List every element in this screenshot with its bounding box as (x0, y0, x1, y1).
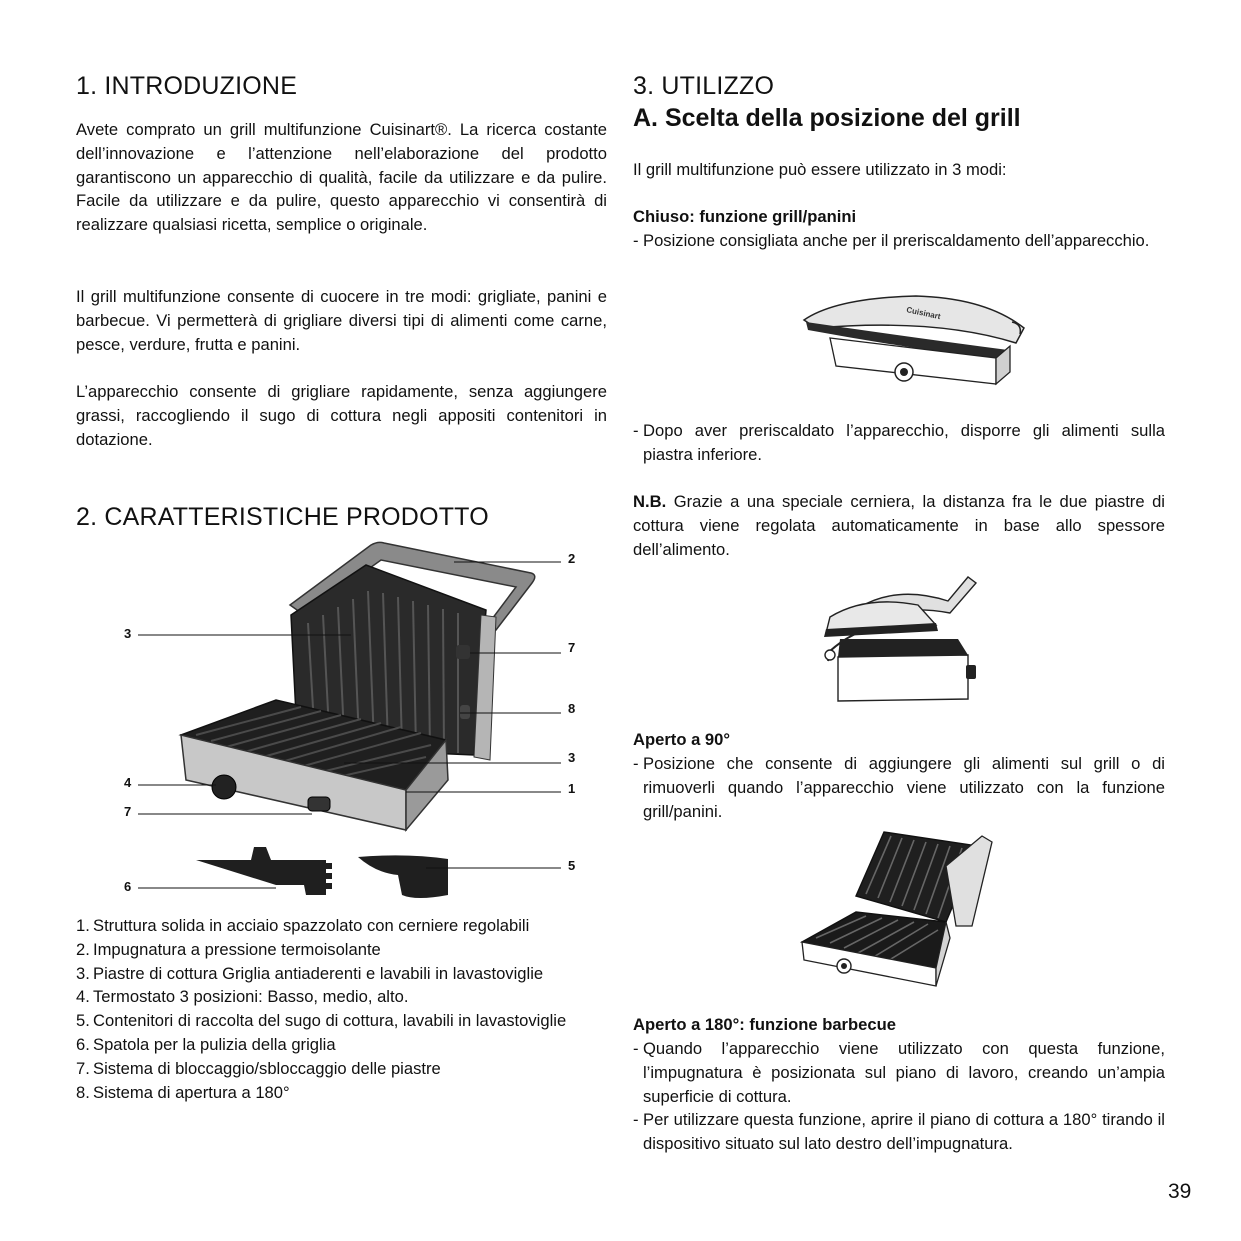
use-subheading: A. Scelta della posizione del grill (633, 104, 1021, 132)
callout-7-right: 7 (568, 640, 576, 655)
open180-item-2: - Per utilizzare questa funzione, aprire il piano di cottura a 180° tirando il dispositivo situato sul lato destro dell’impugnatura. (633, 1110, 1165, 1153)
drip-tray (358, 855, 448, 898)
features-heading: 2. CARATTERISTICHE PRODOTTO (76, 503, 489, 531)
feature-item: 6. Spatola per la pulizia della griglia (76, 1034, 336, 1054)
feature-item: 5. Contenitori di raccolta del sugo di cottura, lavabili in lavastoviglie (76, 1011, 567, 1031)
closed-item: - Posizione consigliata anche per il preriscaldamento dell’apparecchio. (633, 231, 1150, 250)
panini-grill-illustration (818, 565, 982, 703)
after-preheat-item: - Dopo aver preriscaldato l’apparecchio, disporre gli alimenti sulla piastra inferiore. (633, 421, 1165, 464)
open90-item: - Posizione che consente di aggiungere gli alimenti sul grill o di rimuoverli quando l’apparecchio viene utilizzato con la funzione grill/panini. (633, 754, 1165, 821)
callout-1: 1 (568, 781, 576, 796)
use-intro: Il grill multifunzione può essere utilizzato in 3 modi: (633, 160, 1007, 179)
feature-item: 7. Sistema di bloccaggio/sbloccaggio delle piastre (76, 1058, 441, 1078)
open180-item-1: - Quando l’apparecchio viene utilizzato con questa funzione, l’impugnatura è posizionata sul piano di lavoro, creando un’ampia superficie di cottura. (633, 1039, 1165, 1106)
feature-item: 1. Struttura solida in acciaio spazzolato con cerniere regolabili (76, 916, 530, 935)
callout-5: 5 (568, 858, 576, 873)
nb-paragraph (633, 490, 1165, 561)
page-number: 39 (1168, 1180, 1192, 1203)
thermostat-knob (212, 775, 236, 799)
nb-label: N.B. (633, 492, 667, 511)
callout-7-left: 7 (124, 804, 132, 819)
closed-label: Chiuso: funzione grill/panini (633, 207, 857, 226)
nb-text: Grazie a una speciale cerniera, la distanza fra le due piastre di cottura viene regolata automaticamente in base allo spessore dell’alimento. (633, 492, 1165, 559)
intro-paragraph-3: L’apparecchio consente di grigliare rapidamente, senza aggiungere grassi, raccogliendo il sugo di cottura negli appositi contenitori in dotazione. (76, 382, 607, 449)
features-list (76, 914, 607, 1104)
callout-2: 2 (568, 551, 576, 566)
callout-3-left: 3 (124, 626, 132, 641)
callout-8: 8 (568, 701, 576, 716)
use-heading: 3. UTILIZZO (633, 72, 775, 100)
intro-heading: 1. INTRODUZIONE (76, 72, 298, 100)
callout-3-right: 3 (568, 750, 576, 765)
callout-6: 6 (124, 879, 132, 894)
brand-mark: Cuisinart (905, 305, 942, 322)
feature-item: 2. Impugnatura a pressione termoisolante (76, 939, 381, 959)
intro-paragraph-2: Il grill multifunzione consente di cuocere in tre modi: grigliate, panini e barbecue. Vi permetterà di grigliare diversi tipi di alimenti come carne, pesce, verdure, frutta e panini. (76, 287, 607, 354)
open180-label: Aperto a 180°: funzione barbecue (633, 1015, 896, 1034)
lock-button (308, 797, 330, 811)
feature-item: 3. Piastre di cottura Griglia antiaderenti e lavabili in lavastoviglie (76, 963, 544, 983)
feature-item: 4. Termostato 3 posizioni: Basso, medio, alto. (76, 987, 409, 1007)
open90-label: Aperto a 90° (633, 730, 731, 749)
closed-grill-illustration (796, 288, 1036, 400)
intro-paragraph-1: Avete comprato un grill multifunzione Cuisinart®. La ricerca costante dell’innovazione e l’attenzione nell’elaborazione del prodotto garantiscono un apparecchio di qualità, facile da utilizzare e da pulire. Facile da utilizzare e da pulire, questo apparecchio vi consentirà di realizzare qualsiasi ricetta, semplice o originale. (76, 120, 607, 235)
callout-4: 4 (124, 775, 132, 790)
open-grill-illustration (796, 826, 1000, 994)
feature-item: 8. Sistema di apertura a 180° (76, 1082, 290, 1102)
product-diagram (76, 535, 607, 905)
